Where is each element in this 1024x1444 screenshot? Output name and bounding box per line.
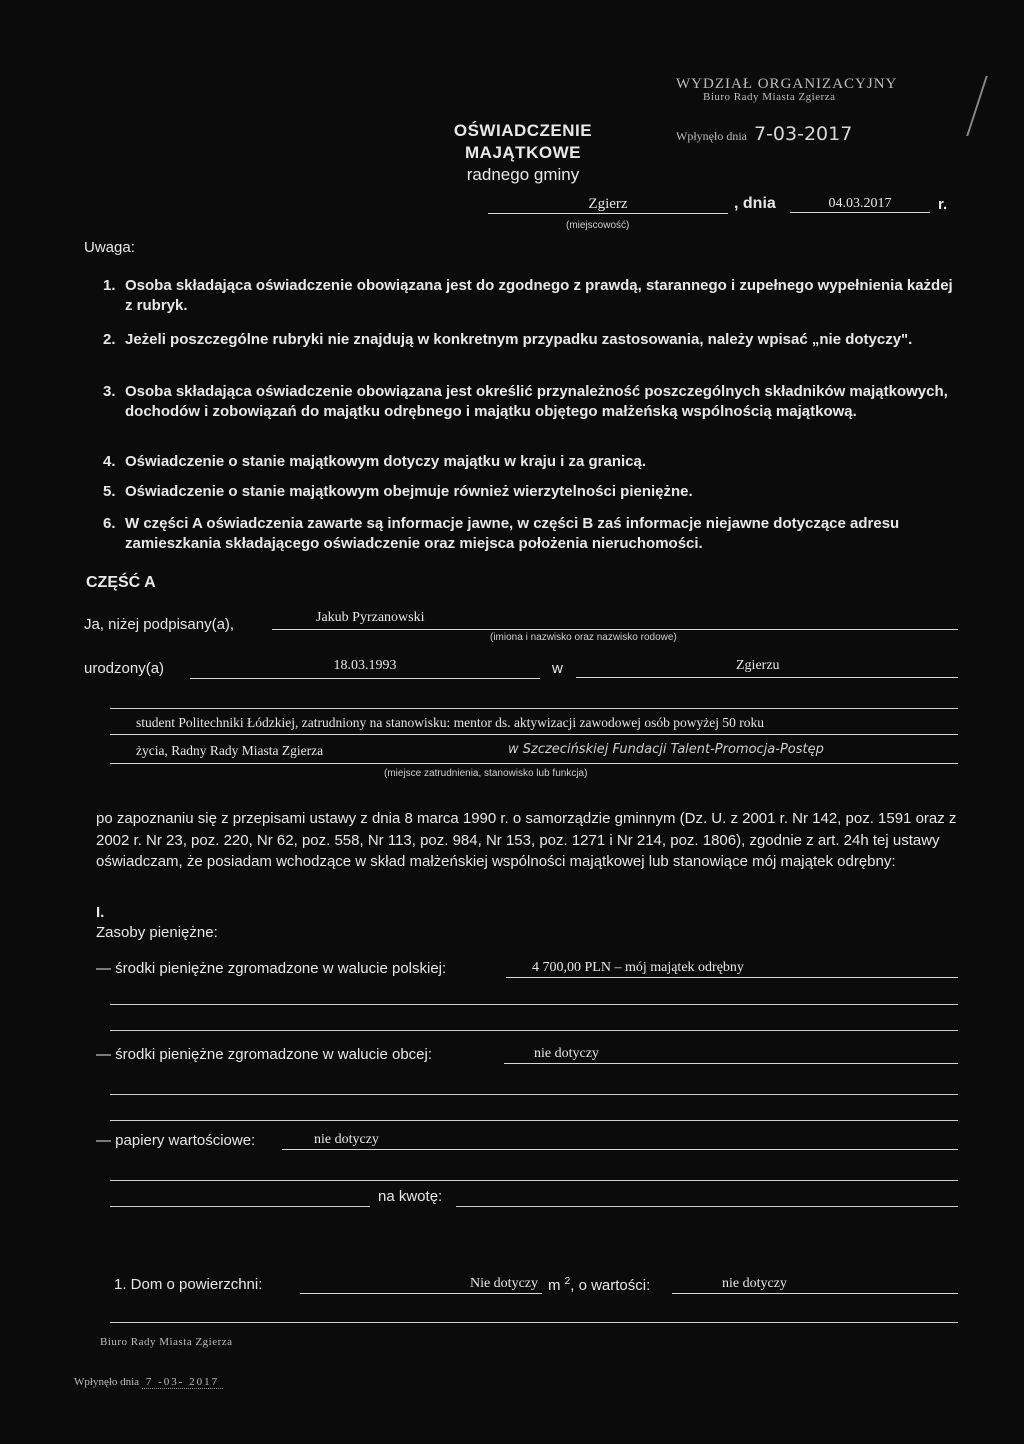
securities-field: nie dotyczy <box>282 1132 958 1150</box>
signed-label: Ja, niżej podpisany(a), <box>84 616 235 633</box>
securities-extra-line <box>110 1180 958 1181</box>
note-6-text: W części A oświadczenia zawarte są informacje jawne, w części B zaś informacje niejawne dotyczące adresu zamieszkania składającego oświadczenie oraz miejsca położenia nieruchomości. <box>125 515 900 552</box>
note-3 <box>103 382 957 422</box>
place-caption: (miejscowość) <box>566 220 630 231</box>
note-4-number: 4. <box>103 453 116 470</box>
note-2 <box>103 330 957 350</box>
date-label: , dnia <box>734 195 776 212</box>
employment-line-1: student Politechniki Łódzkiej, zatrudniony na stanowisku: mentor ds. aktywizacji zawodowej osób powyżej 50 roku <box>110 715 958 735</box>
employment-caption: (miejsce zatrudnienia, stanowisko lub funkcja) <box>384 768 588 779</box>
bottom-stamp-office: Biuro Rady Miasta Zgierza <box>100 1336 233 1348</box>
securities-label: — papiery wartościowe: <box>96 1132 256 1149</box>
document-subtitle: radnego gminy <box>466 165 580 184</box>
foreign-extra-line-2 <box>110 1120 958 1121</box>
area-unit: m <box>548 1277 561 1294</box>
foreign-field: nie dotyczy <box>504 1046 958 1064</box>
note-3-text: Osoba składająca oświadczenie obowiązana jest określić przynależność poszczególnych składników majątkowych, dochodów i zobowiązań do majątku odrębnego i majątku objętego małżeńską wspólnością majątkową. <box>125 383 948 420</box>
amount-label: na kwotę: <box>378 1188 443 1205</box>
name-field: Jakub Pyrzanowski <box>272 610 958 630</box>
legal-text: po zapoznaniu się z przepisami ustawy z dnia 8 marca 1990 r. o samorządzie gminnym (Dz. U. z 2001 r. Nr 142, poz. 1591 oraz z 2002 r. Nr 23, poz. 220, Nr 62, poz. 558, Nr 113, poz. 984, Nr 153, poz. 1271 i Nr 214, poz. 1806), zgodnie z art. 24h tej ustawy oświadczam, że posiadam wchodzące w skład małżeńskiej wspólności majątkowej lub stanowiące mój majątek odrębny: <box>96 810 957 870</box>
house-value-field: nie dotyczy <box>672 1276 958 1294</box>
employment-handwritten: w Szczecińskiej Fundacji Talent-Promocja-Postęp <box>508 742 824 757</box>
note-6-number: 6. <box>103 515 116 532</box>
stamp-received-label: Wpłynęło dnia <box>676 129 747 143</box>
employment-line-2: życia, Radny Rady Miasta Zgierza <box>136 743 324 758</box>
note-6 <box>103 514 957 554</box>
birth-date-field: 18.03.1993 <box>190 658 540 679</box>
birth-place-field: Zgierzu <box>576 658 958 678</box>
pln-label: — środki pieniężne zgromadzone w walucie polskiej: <box>96 960 447 977</box>
foreign-extra-line-1 <box>110 1094 958 1095</box>
note-3-number: 3. <box>103 383 116 400</box>
employment-line-2-row <box>110 741 958 764</box>
house-area-unit-row <box>548 1276 650 1294</box>
pln-extra-line-1 <box>110 1004 958 1005</box>
date-suffix: r. <box>938 196 948 213</box>
document-title-block <box>398 120 648 186</box>
date-field: 04.03.2017 <box>790 196 930 213</box>
born-label: urodzony(a) <box>84 660 165 677</box>
house-value-label: , o wartości: <box>570 1277 651 1294</box>
stamp-department: WYDZIAŁ ORGANIZACYJNY <box>676 76 898 92</box>
stamp-office: Biuro Rady Miasta Zgierza <box>703 91 836 103</box>
birth-in-label: w <box>552 660 563 677</box>
note-1-text: Osoba składająca oświadczenie obowiązana jest do zgodnego z prawdą, starannego i zupełnego wypełnienia każdej z rubryk. <box>125 277 953 314</box>
document-title: OŚWIADCZENIE MAJĄTKOWE <box>453 121 593 162</box>
house-label: 1. Dom o powierzchni: <box>114 1276 263 1293</box>
securities-amount-left-line <box>110 1206 370 1207</box>
note-5-number: 5. <box>103 483 116 500</box>
area-unit-superscript: 2 <box>564 1276 571 1287</box>
house-area-field: Nie dotyczy <box>300 1276 542 1294</box>
note-2-text: Jeżeli poszczególne rubryki nie znajdują w konkretnym przypadku zastosowania, należy wpisać „nie dotyczy". <box>125 331 913 348</box>
place-field: Zgierz <box>488 196 728 214</box>
house-extra-line <box>110 1322 958 1323</box>
section-i-roman: I. <box>96 904 105 921</box>
note-2-number: 2. <box>103 331 116 348</box>
employment-blank-line <box>110 708 958 709</box>
note-1-number: 1. <box>103 277 116 294</box>
notes-heading: Uwaga: <box>84 239 135 256</box>
section-i-heading: Zasoby pieniężne: <box>96 924 218 941</box>
amount-field-line <box>456 1206 958 1207</box>
note-1 <box>103 276 957 316</box>
bottom-stamp-received-label: Wpłynęło dnia <box>74 1376 140 1388</box>
pln-field: 4 700,00 PLN – mój majątek odrębny <box>506 960 958 978</box>
stamp-received-date: 7-03-2017 <box>753 123 853 145</box>
note-4 <box>103 452 957 472</box>
pln-extra-line-2 <box>110 1030 958 1031</box>
part-a-heading: CZĘŚĆ A <box>86 574 156 591</box>
note-5-text: Oświadczenie o stanie majątkowym obejmuje również wierzytelności pieniężne. <box>125 483 693 500</box>
name-caption: (imiona i nazwisko oraz nazwisko rodowe) <box>490 632 677 643</box>
bottom-stamp-received-row <box>74 1376 223 1388</box>
bottom-stamp-received-date: 7 -03- 2017 <box>142 1376 223 1389</box>
note-5 <box>103 482 957 502</box>
foreign-label: — środki pieniężne zgromadzone w walucie obcej: <box>96 1046 433 1063</box>
note-4-text: Oświadczenie o stanie majątkowym dotyczy majątku w kraju i za granicą. <box>125 453 647 470</box>
